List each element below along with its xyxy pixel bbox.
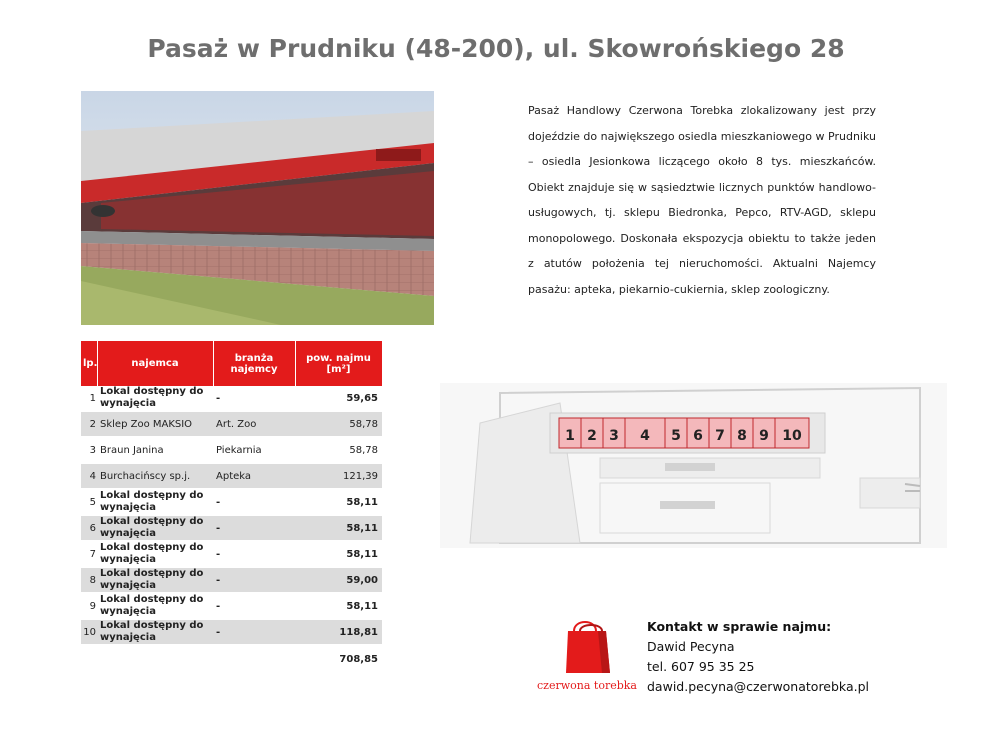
area-cell: 58,11 (295, 593, 382, 619)
plan-unit-label: 10 (782, 428, 802, 444)
plan-unit-label: 7 (715, 428, 725, 444)
tenant-cell: Lokal dostępny do wynajęcia (97, 541, 213, 567)
header-area: pow. najmu [m²] (295, 341, 382, 386)
plan-unit-label: 8 (737, 428, 747, 444)
industry-cell: Art. Zoo (213, 411, 295, 437)
table-header-row (81, 341, 382, 386)
area-cell: 121,39 (295, 463, 382, 489)
contact-heading: Kontakt w sprawie najmu: (647, 619, 832, 634)
tenant-cell: Braun Janina (97, 437, 213, 463)
header-tenant: najemca (97, 341, 213, 386)
industry-cell: - (213, 593, 295, 619)
area-cell: 58,78 (295, 437, 382, 463)
table-row: 10 Lokal dostępny do wynajęcia - 118,81 (81, 619, 382, 645)
table-row: 5 Lokal dostępny do wynajęcia - 58,11 (81, 489, 382, 515)
contact-name: Dawid Pecyna (647, 639, 735, 654)
industry-cell: Apteka (213, 463, 295, 489)
plan-unit-label: 6 (693, 428, 703, 444)
site-plan (440, 383, 947, 548)
czerwona-torebka-logo (532, 617, 642, 695)
area-cell: 118,81 (295, 619, 382, 645)
table-row: 3 Braun Janina Piekarnia 58,78 (81, 437, 382, 463)
header-industry: branża najemcy (213, 341, 295, 386)
area-cell: 58,11 (295, 489, 382, 515)
table-row: 9 Lokal dostępny do wynajęcia - 58,11 (81, 593, 382, 619)
area-cell: 58,11 (295, 541, 382, 567)
tenant-cell: Lokal dostępny do wynajęcia (97, 515, 213, 541)
plan-unit-label: 4 (640, 428, 650, 444)
table-row: 8 Lokal dostępny do wynajęcia - 59,00 (81, 567, 382, 593)
plan-unit-label: 9 (759, 428, 769, 444)
contact-phone[interactable]: tel. 607 95 35 25 (647, 659, 755, 674)
area-cell: 58,78 (295, 411, 382, 437)
contact-block (647, 617, 869, 697)
area-cell: 58,11 (295, 515, 382, 541)
tenant-cell: Sklep Zoo MAKSIO (97, 411, 213, 437)
tenant-cell: Lokal dostępny do wynajęcia (97, 619, 213, 645)
tenant-cell: Lokal dostępny do wynajęcia (97, 386, 213, 411)
industry-cell: - (213, 541, 295, 567)
industry-cell: - (213, 619, 295, 645)
header-lp: lp. (81, 341, 97, 386)
industry-cell: - (213, 489, 295, 515)
building-photo (81, 91, 434, 325)
table-row: 4 Burchacińscy sp.j. Apteka 121,39 (81, 463, 382, 489)
table-total-row (81, 645, 382, 673)
table-row: 7 Lokal dostępny do wynajęcia - 58,11 (81, 541, 382, 567)
tenant-cell: Lokal dostępny do wynajęcia (97, 567, 213, 593)
page-title: Pasaż w Prudniku (48-200), ul. Skowrońskiego 28 (147, 34, 845, 63)
plan-unit-label: 1 (565, 428, 575, 444)
table-row: 2 Sklep Zoo MAKSIO Art. Zoo 58,78 (81, 411, 382, 437)
tenants-table (81, 341, 383, 674)
plan-unit-label: 3 (609, 428, 619, 444)
industry-cell: Piekarnia (213, 437, 295, 463)
logo-text: czerwona torebka (537, 679, 637, 692)
industry-cell: - (213, 386, 295, 411)
table-row: 1 Lokal dostępny do wynajęcia - 59,65 (81, 386, 382, 411)
total-area: 708,85 (295, 645, 382, 673)
area-cell: 59,00 (295, 567, 382, 593)
tenant-cell: Lokal dostępny do wynajęcia (97, 489, 213, 515)
plan-unit-label: 5 (671, 428, 681, 444)
area-cell: 59,65 (295, 386, 382, 411)
tenant-cell: Burchacińscy sp.j. (97, 463, 213, 489)
industry-cell: - (213, 515, 295, 541)
plan-unit-label: 2 (587, 428, 597, 444)
table-row: 6 Lokal dostępny do wynajęcia - 58,11 (81, 515, 382, 541)
contact-email[interactable]: dawid.pecyna@czerwonatorebka.pl (647, 679, 869, 694)
description-text: Pasaż Handlowy Czerwona Torebka zlokalizowany jest przy dojeździe do największego osiedla mieszkaniowego w Prudniku – osiedla Jesionkowa liczącego około 8 tys. mieszkańców. Obiekt znajduje się w sąsiedztwie licznych punktów handlowo-usługowych, tj. sklepu Biedronka, Pepco, RTV-AGD, sklepu monopolowego. Doskonała ekspozycja obiektu to także jeden z atutów położenia tej nieruchomości. Aktualni Najemcy pasażu: apteka, piekarnio-cukiernia, sklep zoologiczny. (528, 104, 876, 296)
industry-cell: - (213, 567, 295, 593)
tenant-cell: Lokal dostępny do wynajęcia (97, 593, 213, 619)
